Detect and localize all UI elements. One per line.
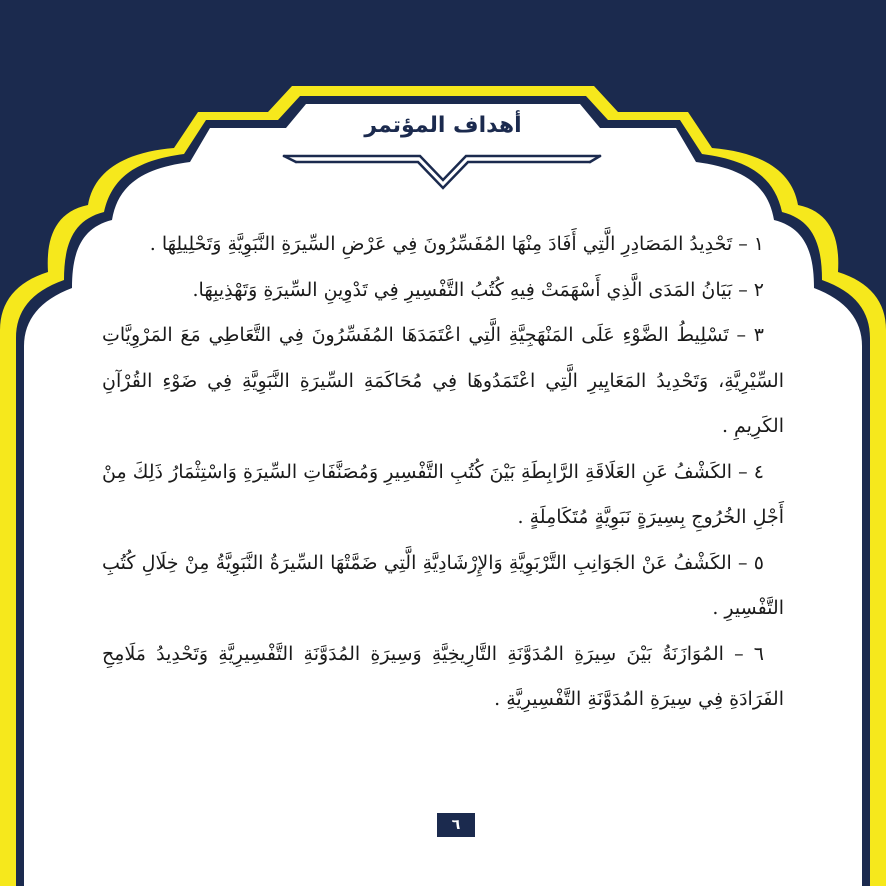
objective-number: ٦ xyxy=(753,642,764,665)
objective-text: – بَيَانُ المَدَى الَّذِي أَسْهَمَتْ فِيهِ كُتُبُ التَّفْسِيرِ فِي تَدْوِينِ السِّيرَةِ وَتَهْذِيبِهَا. xyxy=(192,278,748,301)
objective-text: – المُوَازَنَةُ بَيْنَ سِيرَةِ المُدَوَّنَةِ التَّارِيخِيَّةِ وَسِيرَةِ المُدَوَّنَةِ التَّفْسِيرِيَّةِ وَتَحْدِيدُ مَلَامِحِ الفَرَادَةِ فِي سِيرَةِ المُدَوَّنَةِ التَّفْسِيرِيَّةِ . xyxy=(102,642,784,710)
objective-number: ١ xyxy=(753,233,764,255)
objective-text: – الكَشْفُ عَنْ الجَوَانِبِ التَّرْبَوِيَّةِ وَالإِرْشَادِيَّةِ الَّتِي ضَمَّتْهَا السِّيرَةُ النَّبَوِيَّةُ مِنْ خِلَالِ كُتُبِ التَّفْسِيرِ . xyxy=(102,551,784,619)
objective-item xyxy=(102,268,784,314)
objective-number: ٤ xyxy=(753,460,764,483)
objective-text: – تَسْلِيطُ الضَّوْءِ عَلَى المَنْهَجِيَّةِ الَّتِي اعْتَمَدَهَا المُفَسِّرُونَ فِي التَّعَاطِي مَعَ المَرْوِيَّاتِ السِّيْرِيَّةِ، وَتَحْدِيدُ المَعَايِيرِ الَّتِي اعْتَمَدُوهَا فِي مُحَاكَمَةِ السِّيرَةِ النَّبَوِيَّةِ فِي ضَوْءِ القُرْآنِ الكَرِيمِ . xyxy=(102,324,784,437)
objectives-list xyxy=(102,222,784,723)
objective-item xyxy=(102,541,784,632)
objective-item xyxy=(102,222,784,268)
objective-number: ٥ xyxy=(753,551,764,574)
objective-text: – الكَشْفُ عَنِ العَلَاقَةِ الرَّابِطَةِ بَيْنَ كُتُبِ التَّفْسِيرِ وَمُصَنَّفَاتِ السِّيرَةِ وَاسْتِثْمَارُ ذَلِكَ مِنْ أَجْلِ الخُرُوجِ بِسِيرَةٍ نَبَوِيَّةٍ مُتَكَامِلَةٍ . xyxy=(102,460,784,528)
objective-item xyxy=(102,313,784,450)
page-title: أهداف المؤتمر xyxy=(364,113,522,138)
page-number: ٦ xyxy=(437,813,475,837)
objective-number: ٢ xyxy=(753,278,764,301)
objective-text: – تَحْدِيدُ المَصَادِرِ الَّتِي أَفَادَ مِنْهَا المُفَسِّرُونَ فِي عَرْضِ السِّيرَةِ النَّبَوِيَّةِ وَتَحْلِيلِهَا . xyxy=(149,233,748,255)
objective-number: ٣ xyxy=(753,324,764,346)
objective-item xyxy=(102,450,784,541)
objective-item xyxy=(102,632,784,723)
